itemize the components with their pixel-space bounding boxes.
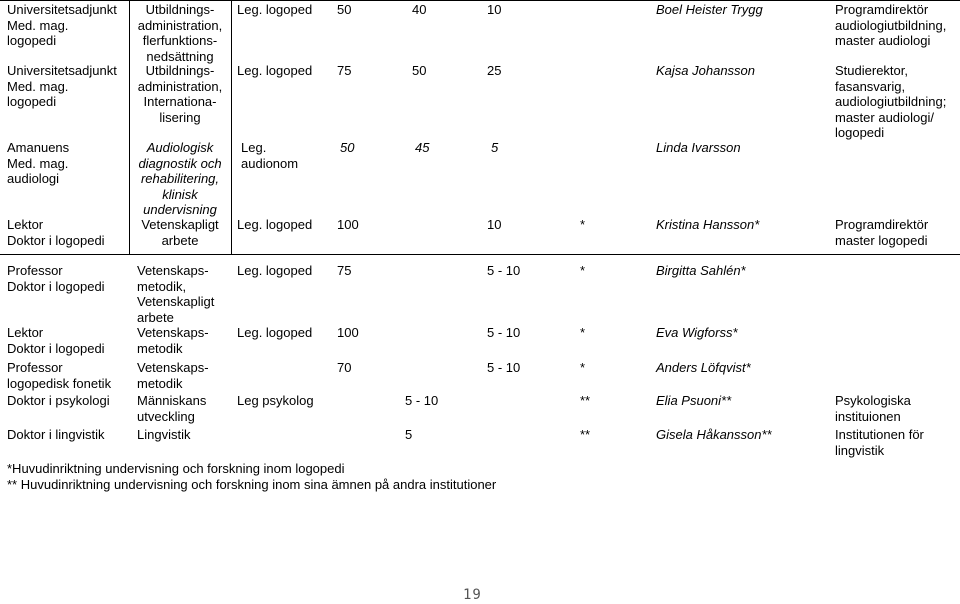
role-cell: Institutionen för lingvistik bbox=[835, 427, 924, 458]
role-cell: Psykologiska instituionen bbox=[835, 393, 911, 424]
teaching-cell: 45 bbox=[415, 140, 430, 155]
license-cell: Leg. logoped bbox=[237, 2, 313, 17]
title-cell: Amanuens Med. mag. audiologi bbox=[7, 140, 70, 186]
percent-cell: 75 bbox=[337, 263, 352, 278]
percent-cell: 50 bbox=[337, 2, 352, 17]
role-cell: Programdirektör audiologiutbildning, master audiologi bbox=[835, 2, 947, 48]
teaching-cell: 5 - 10 bbox=[487, 325, 521, 340]
title-cell: Doktor i psykologi bbox=[7, 393, 110, 408]
person-name: Kajsa Johansson bbox=[656, 63, 756, 78]
person-name: Gisela Håkansson** bbox=[656, 427, 772, 442]
title-cell: Universitetsadjunkt Med. mag. logopedi bbox=[7, 2, 117, 48]
percent-cell: 5 - 10 bbox=[405, 393, 439, 408]
license-cell: Leg. logoped bbox=[237, 63, 313, 78]
person-name: Birgitta Sahlén* bbox=[656, 263, 746, 278]
duty-cell: Vetenskaps- metodik bbox=[137, 325, 209, 356]
duty-cell: Människans utveckling bbox=[137, 393, 207, 424]
research-cell: 25 bbox=[487, 63, 502, 78]
percent-cell: 70 bbox=[337, 360, 352, 375]
percent-cell: 75 bbox=[337, 63, 352, 78]
title-cell: Universitetsadjunkt Med. mag. logopedi bbox=[7, 63, 117, 109]
teaching-cell: 10 bbox=[487, 217, 502, 232]
title-cell: Doktor i lingvistik bbox=[7, 427, 105, 442]
teaching-cell: 50 bbox=[412, 63, 427, 78]
license-cell: Leg psykolog bbox=[237, 393, 314, 408]
title-cell: Professor Doktor i logopedi bbox=[7, 263, 105, 294]
table-rule bbox=[0, 0, 960, 1]
research-cell: * bbox=[580, 360, 586, 375]
percent-cell: 100 bbox=[337, 217, 359, 232]
person-name: Linda Ivarsson bbox=[656, 140, 741, 155]
duty-cell: Vetenskapligt arbete bbox=[141, 217, 219, 248]
title-cell: Lektor Doktor i logopedi bbox=[7, 217, 105, 248]
person-name: Boel Heister Trygg bbox=[656, 2, 763, 17]
table-rule bbox=[0, 254, 960, 255]
teaching-cell: 5 - 10 bbox=[487, 263, 521, 278]
person-name: Anders Löfqvist* bbox=[656, 360, 751, 375]
duty-cell: Utbildnings- administration, Internationa- lisering bbox=[137, 63, 223, 125]
license-cell: Leg. logoped bbox=[237, 325, 313, 340]
duty-cell: Vetenskaps- metodik bbox=[137, 360, 209, 391]
research-cell: ** bbox=[580, 393, 591, 408]
person-name: Kristina Hansson* bbox=[656, 217, 760, 232]
teaching-cell: 40 bbox=[412, 2, 427, 17]
research-cell: * bbox=[580, 217, 586, 232]
title-cell: Lektor Doktor i logopedi bbox=[7, 325, 105, 356]
role-cell: Programdirektör master logopedi bbox=[835, 217, 929, 248]
duty-cell: Vetenskaps- metodik, Vetenskapligt arbete bbox=[137, 263, 215, 325]
research-cell: 5 bbox=[491, 140, 499, 155]
percent-cell: 100 bbox=[337, 325, 359, 340]
percent-cell: 50 bbox=[340, 140, 355, 155]
title-cell: Professor logopedisk fonetik bbox=[7, 360, 112, 391]
duty-cell: Audiologisk diagnostik och rehabilitering, klinisk undervisning bbox=[138, 140, 222, 217]
footnote-single-star: *Huvudinriktning undervisning och forskning inom logopedi bbox=[7, 461, 345, 476]
license-cell: Leg. audionom bbox=[241, 140, 299, 171]
page-number: 19 bbox=[463, 587, 482, 603]
role-cell: Studierektor, fasansvarig, audiologiutbildning; master audiologi/ logopedi bbox=[835, 63, 947, 140]
duty-cell: Lingvistik bbox=[137, 427, 191, 442]
research-cell: 10 bbox=[487, 2, 502, 17]
research-cell: * bbox=[580, 263, 586, 278]
license-cell: Leg. logoped bbox=[237, 263, 313, 278]
teaching-cell: 5 - 10 bbox=[487, 360, 521, 375]
person-name: Elia Psuoni** bbox=[656, 393, 732, 408]
footnote-double-star: ** Huvudinriktning undervisning och forskning inom sina ämnen på andra institutioner bbox=[7, 477, 497, 492]
license-cell: Leg. logoped bbox=[237, 217, 313, 232]
person-name: Eva Wigforss* bbox=[656, 325, 738, 340]
percent-cell: 5 bbox=[405, 427, 413, 442]
research-cell: * bbox=[580, 325, 586, 340]
column-divider bbox=[231, 0, 232, 254]
column-divider bbox=[129, 0, 130, 254]
research-cell: ** bbox=[580, 427, 591, 442]
duty-cell: Utbildnings- administration, flerfunktions- nedsättning bbox=[137, 2, 223, 64]
